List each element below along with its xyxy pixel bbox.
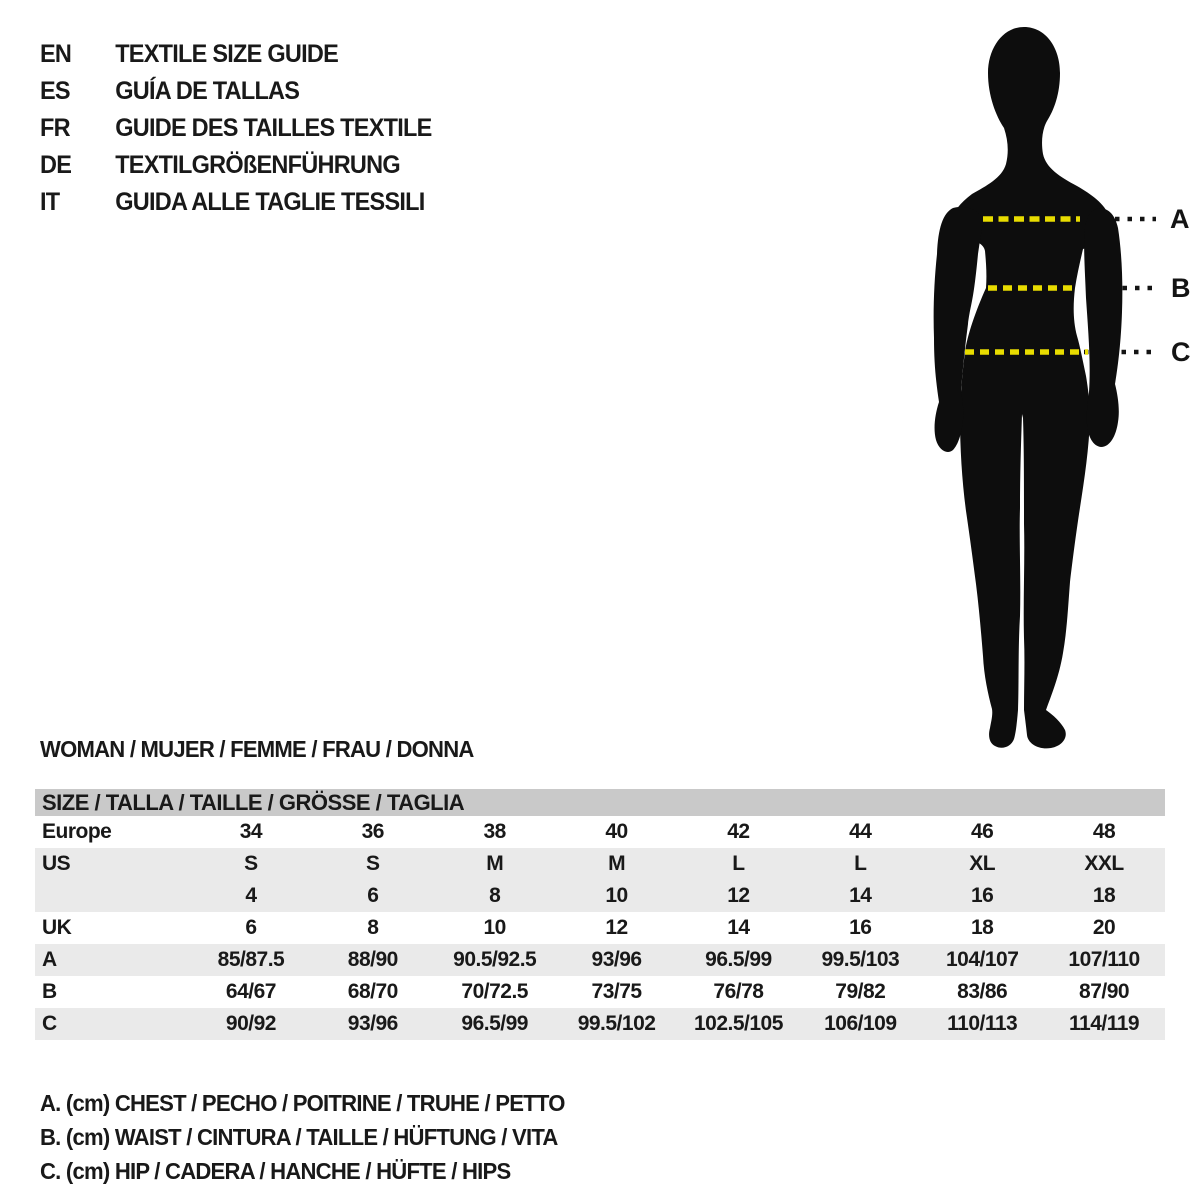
language-row-de (40, 147, 432, 184)
table-cell: 10 (556, 880, 678, 912)
table-cell: XXL (1043, 848, 1165, 880)
table-cell: 96.5/99 (678, 944, 800, 976)
row-label (35, 880, 190, 912)
table-row-waist-b (35, 976, 1165, 1008)
table-cell: 79/82 (835, 980, 886, 1003)
table-cell: 42 (727, 820, 750, 843)
table-cell: 38 (483, 820, 506, 843)
table-cell: 40 (605, 820, 628, 843)
table-cell: 88/90 (312, 944, 434, 976)
measurement-legend (40, 1086, 565, 1188)
table-cell: 106/109 (799, 1008, 921, 1040)
table-cell: 99.5/103 (799, 944, 921, 976)
table-cell: L (799, 848, 921, 880)
table-cell: 102.5/105 (678, 1008, 800, 1040)
table-cell: 76/78 (713, 980, 764, 1003)
table-cell: 18 (1043, 880, 1165, 912)
language-code: DE (40, 151, 72, 179)
table-row-us-numeric (35, 880, 1165, 912)
section-title-woman: WOMAN / MUJER / FEMME / FRAU / DONNA (40, 736, 474, 762)
size-table-header-row (35, 789, 1165, 816)
legend-chest: A. (cm) CHEST / PECHO / POITRINE / TRUHE / PETTO (40, 1090, 565, 1116)
table-cell: 6 (245, 916, 257, 939)
measure-label-b: B (1171, 273, 1191, 303)
table-cell: 8 (434, 880, 556, 912)
table-cell: M (434, 848, 556, 880)
language-code: FR (40, 114, 70, 142)
table-cell: 44 (849, 820, 872, 843)
table-cell: 36 (361, 820, 384, 843)
table-cell: 10 (483, 916, 506, 939)
table-cell: XL (921, 848, 1043, 880)
table-cell: 4 (190, 880, 312, 912)
language-row-fr (40, 110, 432, 147)
table-cell: 90.5/92.5 (434, 944, 556, 976)
legend-hip: C. (cm) HIP / CADERA / HANCHE / HÜFTE / HIPS (40, 1158, 511, 1184)
table-cell: 12 (678, 880, 800, 912)
table-cell: 87/90 (1079, 980, 1130, 1003)
table-row-uk (35, 912, 1165, 944)
language-code: EN (40, 40, 72, 68)
language-code: IT (40, 188, 60, 216)
language-row-en (40, 36, 432, 73)
table-cell: 83/86 (957, 980, 1008, 1003)
table-cell: S (190, 848, 312, 880)
legend-waist: B. (cm) WAIST / CINTURA / TAILLE / HÜFTUNG / VITA (40, 1124, 558, 1150)
table-cell: 16 (849, 916, 872, 939)
language-row-it (40, 184, 432, 221)
table-cell: 20 (1092, 916, 1116, 939)
table-cell: 114/119 (1043, 1008, 1165, 1040)
measure-label-c: C (1171, 337, 1191, 367)
table-cell: 16 (921, 880, 1043, 912)
table-cell: L (678, 848, 800, 880)
guide-title-es: GUÍA DE TALLAS (115, 77, 300, 105)
guide-title-it: GUIDA ALLE TAGLIE TESSILI (115, 188, 425, 216)
size-table (35, 789, 1165, 1040)
table-cell: 73/75 (591, 980, 642, 1003)
table-row-hip-c (35, 1008, 1165, 1040)
guide-title-fr: GUIDE DES TAILLES TEXTILE (115, 114, 432, 142)
row-label: C (35, 1008, 190, 1040)
table-cell: 46 (971, 820, 994, 843)
row-label: UK (42, 916, 72, 939)
table-cell: 93/96 (312, 1008, 434, 1040)
measurement-figure (920, 16, 1200, 776)
table-cell: 14 (799, 880, 921, 912)
guide-title-de: TEXTILGRÖßENFÜHRUNG (115, 151, 400, 179)
table-cell: 68/70 (347, 980, 398, 1003)
table-cell: 99.5/102 (556, 1008, 678, 1040)
measure-label-a: A (1170, 204, 1190, 234)
table-row-us (35, 848, 1165, 880)
table-cell: 96.5/99 (434, 1008, 556, 1040)
woman-silhouette-body (951, 27, 1111, 748)
table-cell: 12 (605, 916, 628, 939)
table-cell: 8 (367, 916, 379, 939)
table-cell: 104/107 (921, 944, 1043, 976)
table-cell: 34 (239, 820, 263, 843)
table-cell: 70/72.5 (461, 980, 528, 1003)
table-cell: 90/92 (190, 1008, 312, 1040)
language-row-es (40, 73, 432, 110)
table-cell: S (312, 848, 434, 880)
size-table-header: SIZE / TALLA / TAILLE / GRÖSSE / TAGLIA (35, 789, 1165, 816)
language-title-list (40, 36, 432, 221)
row-label: A (35, 944, 190, 976)
table-cell: 93/96 (556, 944, 678, 976)
guide-title-en: TEXTILE SIZE GUIDE (115, 40, 339, 68)
table-cell: 6 (312, 880, 434, 912)
table-cell: 85/87.5 (190, 944, 312, 976)
table-cell: 48 (1092, 820, 1116, 843)
row-label: US (35, 848, 190, 880)
table-row-chest-a (35, 944, 1165, 976)
row-label: Europe (42, 820, 112, 843)
table-cell: 18 (971, 916, 994, 939)
table-row-europe (35, 816, 1165, 848)
table-cell: 107/110 (1043, 944, 1165, 976)
language-code: ES (40, 77, 70, 105)
row-label: B (42, 980, 57, 1003)
table-cell: M (556, 848, 678, 880)
table-cell: 64/67 (225, 980, 276, 1003)
table-cell: 14 (727, 916, 750, 939)
woman-silhouette-right-arm (1084, 208, 1122, 447)
table-cell: 110/113 (921, 1008, 1043, 1040)
